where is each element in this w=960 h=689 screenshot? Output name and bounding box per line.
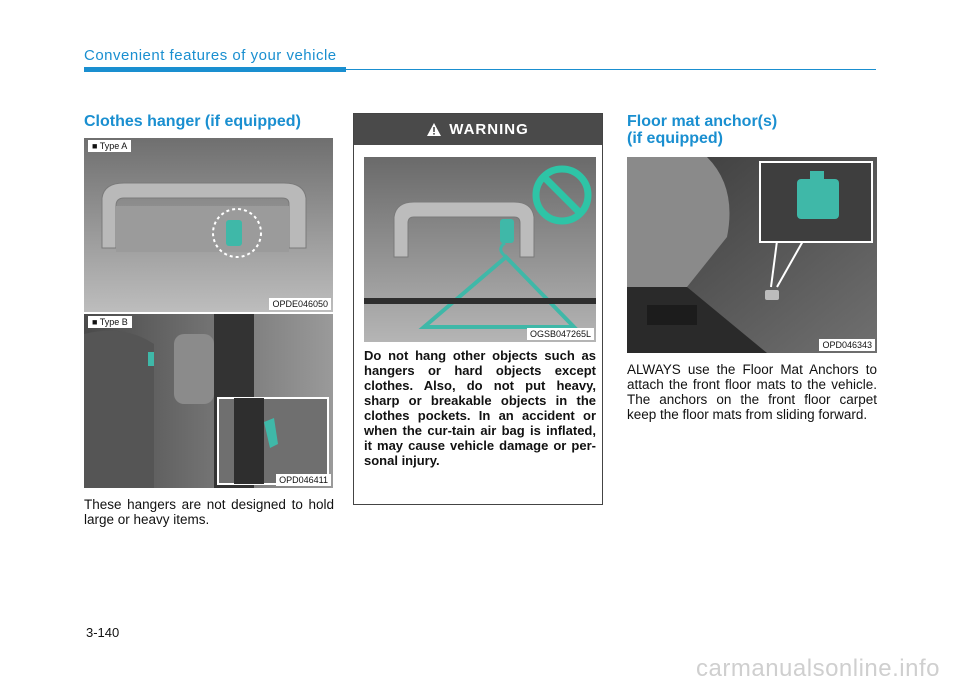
warning-text: Do not hang other objects such as hangers or hard objects except clothes. Also, do not put heavy, sharp or breakable objects in the clothes pockets. In an accident or when the cur-tain air bag is inflated, it may cause vehicle damage or per-sonal injury. [364,348,596,468]
floor-mat-title-line1: Floor mat anchor(s) [627,113,778,130]
section-header: Convenient features of your vehicle [84,47,337,64]
warning-header [354,114,602,145]
floor-mat-photo [627,157,877,353]
type-a-label: ■ Type A [88,140,131,152]
type-b-label: ■ Type B [88,316,132,328]
warning-box [353,113,603,505]
floor-mat-body: ALWAYS use the Floor Mat Anchors to attach the front floor mats to the vehicle. The anchors on the front floor carpet keep the floor mats from sliding forward. [627,362,877,422]
warning-photo [364,157,596,342]
type-a-photo [84,138,333,312]
warning-triangle-icon [427,123,441,136]
header-rule-thick [84,67,346,72]
header-rule-thin [346,69,876,70]
type-b-photo [84,314,333,488]
warning-heading: WARNING [449,121,529,138]
floor-mat-title-line2: (if equipped) [627,130,723,147]
type-a-code: OPDE046050 [269,298,331,310]
warning-image-code: OGSB047265L [527,328,594,340]
watermark: carmanualsonline.info [696,655,940,682]
floor-mat-image-code: OPD046343 [819,339,875,351]
page-number: 3-140 [86,625,120,640]
clothes-hanger-title: Clothes hanger (if equipped) [84,113,301,130]
clothes-hanger-body: These hangers are not designed to hold large or heavy items. [84,497,334,527]
type-b-code: OPD046411 [276,474,331,486]
